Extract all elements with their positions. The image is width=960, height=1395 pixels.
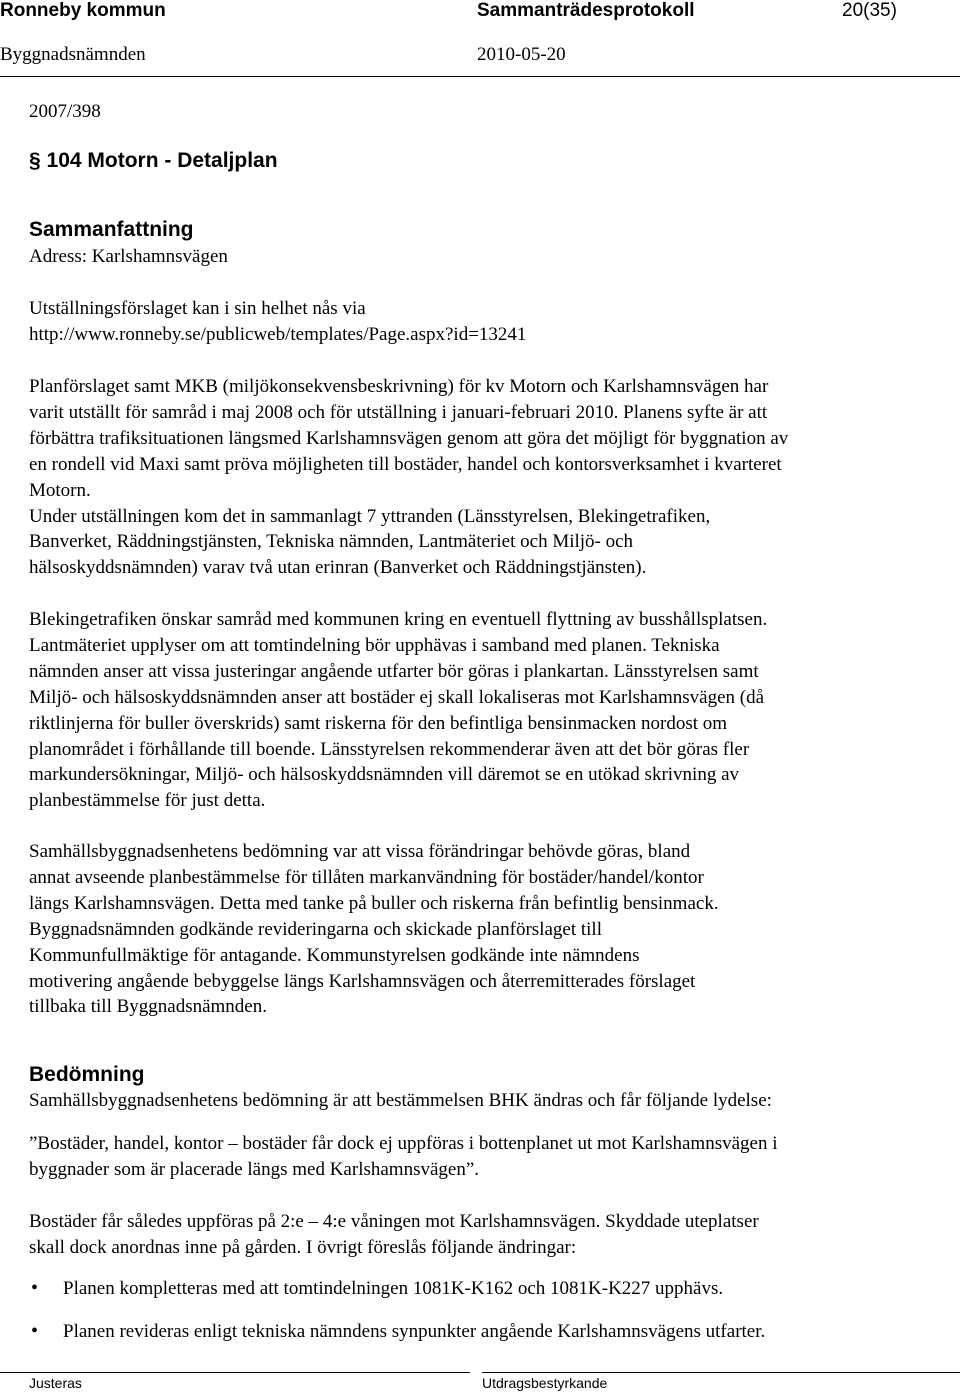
quote-line: byggnader som är placerade längs med Karlshamnsvägen”. [29, 1158, 480, 1180]
meeting-date: 2010-05-20 [477, 44, 566, 65]
organization-name: Ronneby kommun [0, 0, 166, 21]
summary-address [29, 244, 934, 270]
summary-paragraph-2 [29, 374, 934, 581]
paragraph-line: varit utställt för samråd i maj 2008 och för utställning i januari-februari 2010. Planens syfte är att [29, 401, 768, 423]
assessment-heading: Bedömning [29, 1063, 145, 1086]
document-type: Sammanträdesprotokoll [477, 0, 695, 21]
quote-line: ”Bostäder, handel, kontor – bostäder får dock ej uppföras i bottenplanet ut mot Karlshamnsvägen i [29, 1133, 778, 1154]
assessment-intro [29, 1088, 934, 1114]
paragraph-line: Bostäder får således uppföras på 2:e – 4:e våningen mot Karlshamnsvägen. Skyddade uteplatser [29, 1211, 759, 1232]
paragraph-line: riktlinjerna för buller överskrids) samt riskerna för den befintliga bensinmacken nordost om [29, 712, 728, 734]
assessment-quote [29, 1131, 934, 1183]
paragraph-line: Miljö- och hälsoskyddsnämnden anser att bostäder ej skall lokaliseras mot Karlshamnsvägen (då [29, 686, 765, 708]
paragraph-line: förbättra trafiksituationen längsmed Karlshamnsvägen genom att göra det möjligt för byggnation av [29, 427, 789, 449]
footer-justeras: Justeras [29, 1375, 82, 1391]
paragraph-line: planområdet i förhållande till boende. Länsstyrelsen rekommenderar även att det bör göras fler [29, 738, 750, 760]
paragraph-line: Utställningsförslaget kan i sin helhet nås via [29, 298, 366, 319]
summary-paragraph-1 [29, 296, 934, 348]
paragraph-line: Samhällsbyggnadsenhetens bedömning är att bestämmelsen BHK ändras och får följande lydelse: [29, 1090, 772, 1111]
page-title: § 104 Motorn - Detaljplan [29, 149, 278, 172]
paragraph-line: hälsoskyddsnämnden) varav två utan erinran (Banverket och Räddningstjänsten). [29, 557, 647, 579]
paragraph-line: planbestämmelse för just detta. [29, 790, 266, 812]
paragraph-line: Blekingetrafiken önskar samråd med kommunen kring en eventuell flyttning av busshållsplatsen. [29, 609, 768, 630]
paragraph-line: Planförslaget samt MKB (miljökonsekvensbeskrivning) för kv Motorn och Karlshamnsvägen har [29, 376, 769, 397]
bullet-item: Planen kompletteras med att tomtindelningen 1081K-K162 och 1081K-K227 upphävs. [63, 1278, 724, 1299]
paragraph-line: Under utställningen kom det in sammanlagt 7 yttranden (Länsstyrelsen, Blekingetrafiken, [29, 505, 711, 527]
bullet-icon: • [31, 1320, 39, 1342]
paragraph-line: längs Karlshamnsvägen. Detta med tanke på buller och riskerna från befintlig bensinmack. [29, 892, 719, 914]
bullet-item: Planen revideras enligt tekniska nämndens synpunkter angående Karlshamnsvägens utfarter. [63, 1321, 766, 1342]
header-divider [0, 76, 960, 77]
paragraph-line: markundersökningar, Miljö- och hälsoskyddsnämnden vill däremot se en utökad skrivning av [29, 764, 740, 786]
paragraph-line: skall dock anordnas inne på gården. I övrigt föreslås följande ändringar: [29, 1236, 577, 1258]
committee-name: Byggnadsnämnden [0, 44, 146, 65]
paragraph-line: tillbaka till Byggnadsnämnden. [29, 996, 267, 1018]
paragraph-line: Samhällsbyggnadsenhetens bedömning var att vissa förändringar behövde göras, bland [29, 841, 691, 862]
paragraph-line: Byggnadsnämnden godkände revideringarna och skickade planförslaget till [29, 918, 602, 940]
assessment-paragraph [29, 1209, 934, 1261]
paragraph-line: annat avseende planbestämmelse för tillåten markanvändning för bostäder/handel/kontor [29, 866, 704, 888]
summary-heading: Sammanfattning [29, 218, 194, 241]
footer-divider-left [0, 1372, 470, 1373]
footer-certification: Utdragsbestyrkande [482, 1375, 608, 1391]
paragraph-line: Motorn. [29, 479, 91, 501]
case-number: 2007/398 [29, 101, 101, 122]
paragraph-line: en rondell vid Maxi samt pröva möjligheten till bostäder, handel och kontorsverksamhet i kvarteret [29, 453, 782, 475]
plan-url-line: http://www.ronneby.se/publicweb/templates/Page.aspx?id=13241 [29, 323, 527, 345]
summary-paragraph-4 [29, 839, 934, 1020]
paragraph-line: motivering angående bebyggelse längs Karlshamnsvägen och återremitterades förslaget [29, 970, 696, 992]
paragraph-line: Lantmäteriet upplyser om att tomtindelning bör upphävas i samband med planen. Tekniska [29, 634, 720, 656]
summary-paragraph-3 [29, 607, 934, 814]
paragraph-line: Banverket, Räddningstjänsten, Tekniska nämnden, Lantmäteriet och Miljö- och [29, 531, 634, 553]
page-number: 20(35) [842, 0, 897, 21]
footer-divider-right [482, 1372, 960, 1373]
paragraph-line: nämnden anser att vissa justeringar angående utfarter bör göras i plankartan. Länsstyrelsen samt [29, 660, 759, 682]
paragraph-line: Kommunfullmäktige för antagande. Kommunstyrelsen godkände inte nämndens [29, 944, 640, 966]
bullet-icon: • [31, 1277, 39, 1299]
address-line: Adress: Karlshamnsvägen [29, 246, 228, 267]
